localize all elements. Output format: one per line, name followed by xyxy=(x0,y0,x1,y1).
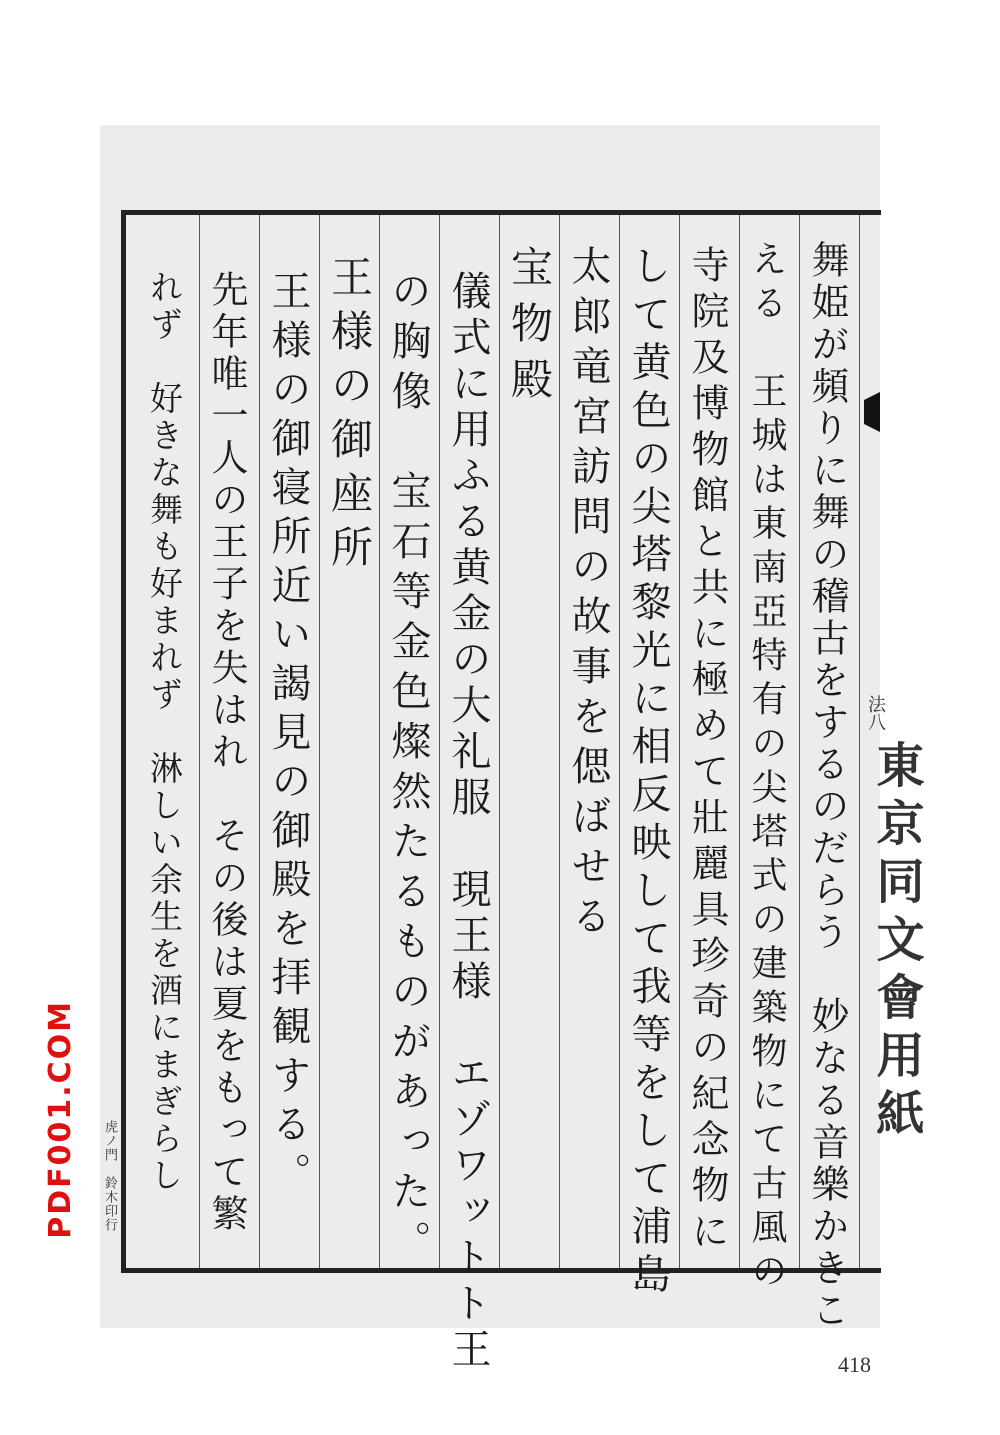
column-rule xyxy=(559,215,560,1268)
text-column-4: して黄色の尖塔黎光に相反映して我等をして浦島 xyxy=(625,245,671,1301)
text-column-7: 儀式に用ふる黄金の大礼服 現王様 エゾワットト王 xyxy=(445,270,491,1374)
column-rule xyxy=(199,215,200,1268)
column-rule xyxy=(439,215,440,1268)
column-rule xyxy=(679,215,680,1268)
text-column-2: える 王城は東南亞特有の尖塔式の建築物にて古風の xyxy=(746,240,787,1296)
text-column-5: 太郎竜宮訪問の故事を偲ばせる xyxy=(565,245,611,945)
printer-imprint: 虎ノ門 鈴木印行 xyxy=(102,1120,117,1232)
column-rule xyxy=(379,215,380,1268)
site-watermark: PDF001.COM xyxy=(43,1000,78,1239)
text-column-8: の胸像 宝石等金色燦然たるものがあった。 xyxy=(385,270,431,1270)
text-column-6: 宝物殿 xyxy=(505,245,554,413)
column-rule xyxy=(859,215,860,1268)
text-column-10: 王様の御寝所近い謁見の御殿を拝観する。 xyxy=(265,270,311,1201)
column-rule xyxy=(739,215,740,1268)
column-rule xyxy=(259,215,260,1268)
column-rule xyxy=(319,215,320,1268)
text-column-3: 寺院及博物館と共に極めて壯麗具珍奇の紀念物に xyxy=(685,245,729,1257)
header-prefix: 法八 xyxy=(865,695,886,731)
text-column-9: 王様の御座所 xyxy=(325,255,374,579)
column-rule xyxy=(619,215,620,1268)
header-title: 東京同文會用紙 xyxy=(868,740,924,1146)
page-number: 418 xyxy=(838,1352,871,1377)
column-rule xyxy=(499,215,500,1268)
text-column-12: れず 好きな舞も好まれず 淋しい余生を酒にまぎらし xyxy=(145,270,184,1195)
column-rule xyxy=(799,215,800,1268)
text-column-1: 舞姫が頻りに舞の稽古をするのだらう 妙なる音樂かきこ xyxy=(805,240,849,1332)
text-column-11: 先年唯一人の王子を失はれ その後は夏をもって繁 xyxy=(205,270,248,1236)
